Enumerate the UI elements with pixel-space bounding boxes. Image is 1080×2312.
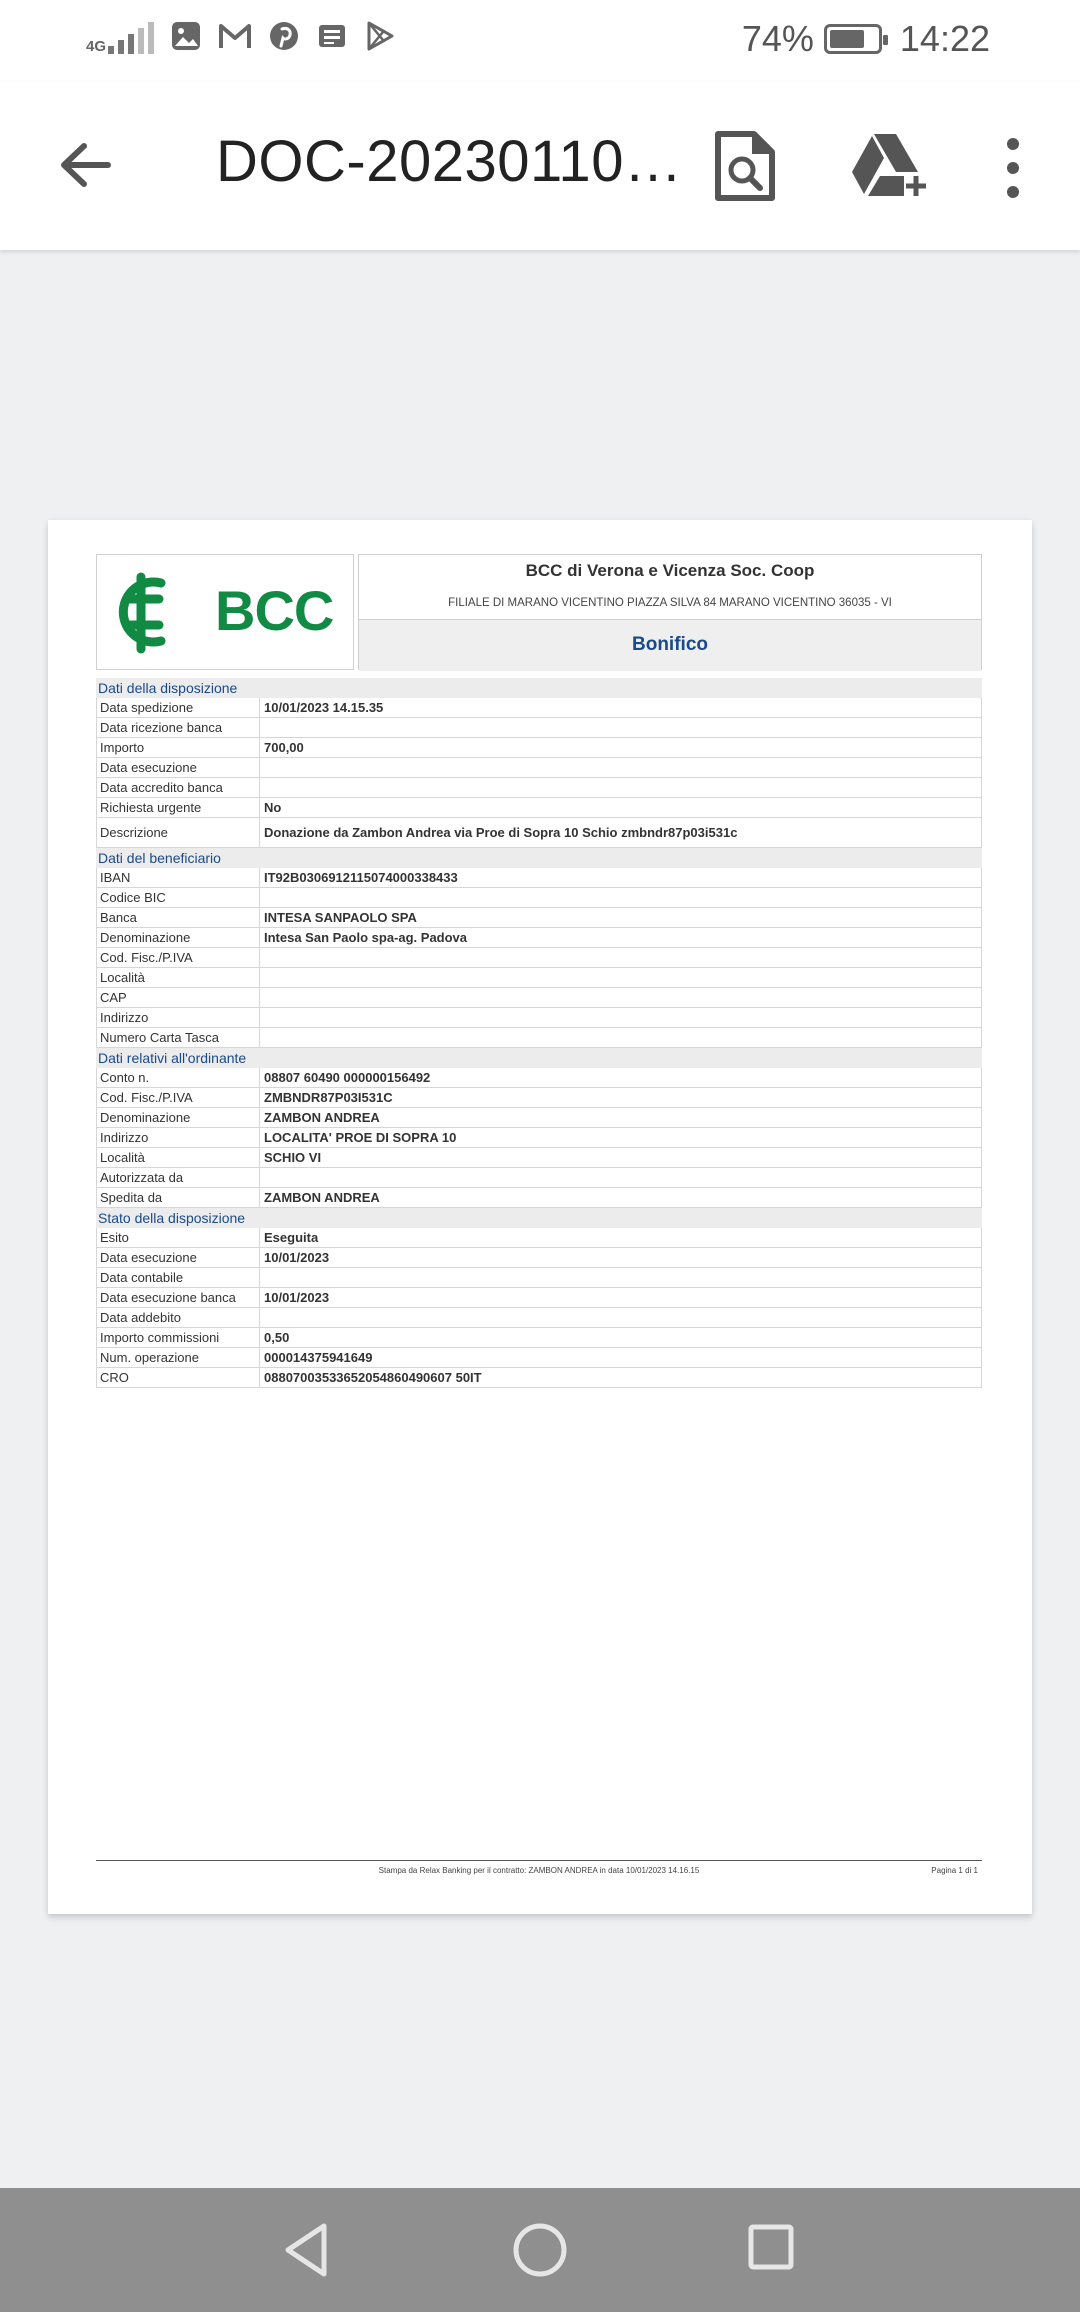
- table-row: [96, 1148, 982, 1168]
- row-label: Esito: [96, 1228, 260, 1247]
- pdf-page: [48, 520, 1032, 1914]
- row-label: Data contabile: [96, 1268, 260, 1287]
- row-label: Data esecuzione: [96, 1248, 260, 1267]
- row-label: Numero Carta Tasca: [96, 1028, 260, 1047]
- image-icon: [170, 20, 202, 52]
- row-value: SCHIO VI: [260, 1148, 982, 1167]
- status-right: [742, 18, 990, 60]
- table-row: [96, 1248, 982, 1268]
- table-row: [96, 1068, 982, 1088]
- network-indicator: [86, 18, 154, 54]
- row-label: Data spedizione: [96, 698, 260, 717]
- table-row: [96, 1328, 982, 1348]
- navigation-bar: [0, 2188, 1080, 2312]
- row-value: 700,00: [260, 738, 982, 757]
- row-value: 10/01/2023: [260, 1248, 982, 1267]
- document-search-icon[interactable]: [712, 130, 778, 202]
- battery-icon: [824, 24, 882, 54]
- table-row: [96, 1088, 982, 1108]
- bank-address: FILIALE DI MARANO VICENTINO PIAZZA SILVA 84 MARANO VICENTINO 36035 - VI: [448, 597, 892, 609]
- section-header: Dati della disposizione: [96, 678, 982, 698]
- row-value: 10/01/2023: [260, 1288, 982, 1307]
- row-value: 08807003533652054860490607 50IT: [260, 1368, 982, 1387]
- document-header: [96, 554, 982, 670]
- row-label: Denominazione: [96, 1108, 260, 1127]
- row-value: [260, 888, 982, 907]
- table-row: [96, 758, 982, 778]
- table-row: [96, 718, 982, 738]
- row-value: 0,50: [260, 1328, 982, 1347]
- section-header: Stato della disposizione: [96, 1208, 982, 1228]
- row-label: Autorizzata da: [96, 1168, 260, 1187]
- table-row: [96, 888, 982, 908]
- table-row: [96, 948, 982, 968]
- row-label: Data esecuzione banca: [96, 1288, 260, 1307]
- footer-divider: [96, 1860, 982, 1861]
- gmail-icon: [218, 21, 252, 51]
- bank-name: BCC di Verona e Vicenza Soc. Coop: [525, 561, 815, 580]
- table-row: [96, 1128, 982, 1148]
- transfer-details-table: [96, 678, 982, 1388]
- row-value: Intesa San Paolo spa-ag. Padova: [260, 928, 982, 947]
- row-label: CRO: [96, 1368, 260, 1387]
- battery-percent: 74%: [741, 18, 814, 59]
- table-row: [96, 1308, 982, 1328]
- operation-type: Bonifico: [359, 619, 981, 671]
- table-row: [96, 968, 982, 988]
- row-label: Data ricezione banca: [96, 718, 260, 737]
- table-row: [96, 988, 982, 1008]
- row-value: [260, 988, 982, 1007]
- row-label: Importo commissioni: [96, 1328, 260, 1347]
- row-value: [260, 718, 982, 737]
- row-label: Descrizione: [96, 818, 260, 847]
- row-value: [260, 758, 982, 777]
- table-row: [96, 738, 982, 758]
- row-value: [260, 1028, 982, 1047]
- table-row: [96, 1108, 982, 1128]
- table-row: [96, 1168, 982, 1188]
- row-value: 08807 60490 000000156492: [260, 1068, 982, 1087]
- back-arrow-icon[interactable]: [52, 132, 118, 198]
- row-value: Donazione da Zambon Andrea via Proe di Sopra 10 Schio zmbndr87p03i531c: [260, 818, 982, 847]
- row-label: Banca: [96, 908, 260, 927]
- row-value: IT92B0306912115074000338433: [260, 868, 982, 887]
- bank-info: [358, 554, 982, 670]
- row-value: ZMBNDR87P03I531C: [260, 1088, 982, 1107]
- row-value: LOCALITA' PROE DI SOPRA 10: [260, 1128, 982, 1147]
- row-label: Cod. Fisc./P.IVA: [96, 1088, 260, 1107]
- nav-recents-icon[interactable]: [748, 2224, 794, 2270]
- table-row: [96, 1268, 982, 1288]
- section-header: Dati del beneficiario: [96, 848, 982, 868]
- table-row: [96, 1348, 982, 1368]
- nav-home-icon[interactable]: [512, 2222, 568, 2278]
- row-value: [260, 948, 982, 967]
- row-label: Data accredito banca: [96, 778, 260, 797]
- row-value: 10/01/2023 14.15.35: [260, 698, 982, 717]
- pinterest-icon: [268, 20, 300, 52]
- row-value: No: [260, 798, 982, 817]
- row-label: Spedita da: [96, 1188, 260, 1207]
- row-label: Indirizzo: [96, 1128, 260, 1147]
- row-label: Data esecuzione: [96, 758, 260, 777]
- row-value: [260, 778, 982, 797]
- network-type: 4G: [86, 38, 107, 55]
- row-label: Località: [96, 968, 260, 987]
- table-row: [96, 908, 982, 928]
- table-row: [96, 1028, 982, 1048]
- row-label: Richiesta urgente: [96, 798, 260, 817]
- row-label: IBAN: [96, 868, 260, 887]
- table-row: [96, 1368, 982, 1388]
- table-row: [96, 1288, 982, 1308]
- row-label: Data addebito: [96, 1308, 260, 1327]
- row-value: [260, 1168, 982, 1187]
- print-info: Stampa da Relax Banking per il contratto: ZAMBON ANDREA in data 10/01/2023 14.16.15: [378, 1866, 700, 1875]
- row-label: Conto n.: [96, 1068, 260, 1087]
- row-label: CAP: [96, 988, 260, 1007]
- play-store-icon: [364, 20, 396, 52]
- row-value: INTESA SANPAOLO SPA: [260, 908, 982, 927]
- row-value: [260, 1308, 982, 1327]
- row-label: Località: [96, 1148, 260, 1167]
- section-header: Dati relativi all'ordinante: [96, 1048, 982, 1068]
- app-bar: [0, 82, 1080, 250]
- row-value: [260, 1008, 982, 1027]
- table-row: [96, 1008, 982, 1028]
- nav-back-icon[interactable]: [280, 2220, 340, 2280]
- row-label: Codice BIC: [96, 888, 260, 907]
- row-label: Indirizzo: [96, 1008, 260, 1027]
- clock: 14:22: [899, 18, 990, 59]
- status-bar: [0, 0, 1080, 82]
- table-row: [96, 1228, 982, 1248]
- row-value: Eseguita: [260, 1228, 982, 1247]
- row-value: ZAMBON ANDREA: [260, 1188, 982, 1207]
- row-value: ZAMBON ANDREA: [260, 1108, 982, 1127]
- status-icons: [86, 18, 396, 54]
- document-title: DOC-20230110…: [216, 129, 683, 194]
- drive-add-icon[interactable]: [848, 130, 932, 202]
- signal-icon: [108, 18, 154, 54]
- row-label: Cod. Fisc./P.IVA: [96, 948, 260, 967]
- row-label: Num. operazione: [96, 1348, 260, 1367]
- news-icon: [316, 20, 348, 52]
- table-row: [96, 818, 982, 848]
- row-label: Denominazione: [96, 928, 260, 947]
- table-row: [96, 928, 982, 948]
- table-row: [96, 698, 982, 718]
- table-row: [96, 868, 982, 888]
- page-number: Pagina 1 di 1: [931, 1866, 978, 1875]
- row-label: Importo: [96, 738, 260, 757]
- bank-logo: [96, 554, 354, 670]
- row-value: [260, 1268, 982, 1287]
- table-row: [96, 1188, 982, 1208]
- table-row: [96, 778, 982, 798]
- row-value: 000014375941649: [260, 1348, 982, 1367]
- logo-text: BCC: [215, 579, 334, 642]
- more-vert-icon[interactable]: [990, 136, 1036, 200]
- row-value: [260, 968, 982, 987]
- table-row: [96, 798, 982, 818]
